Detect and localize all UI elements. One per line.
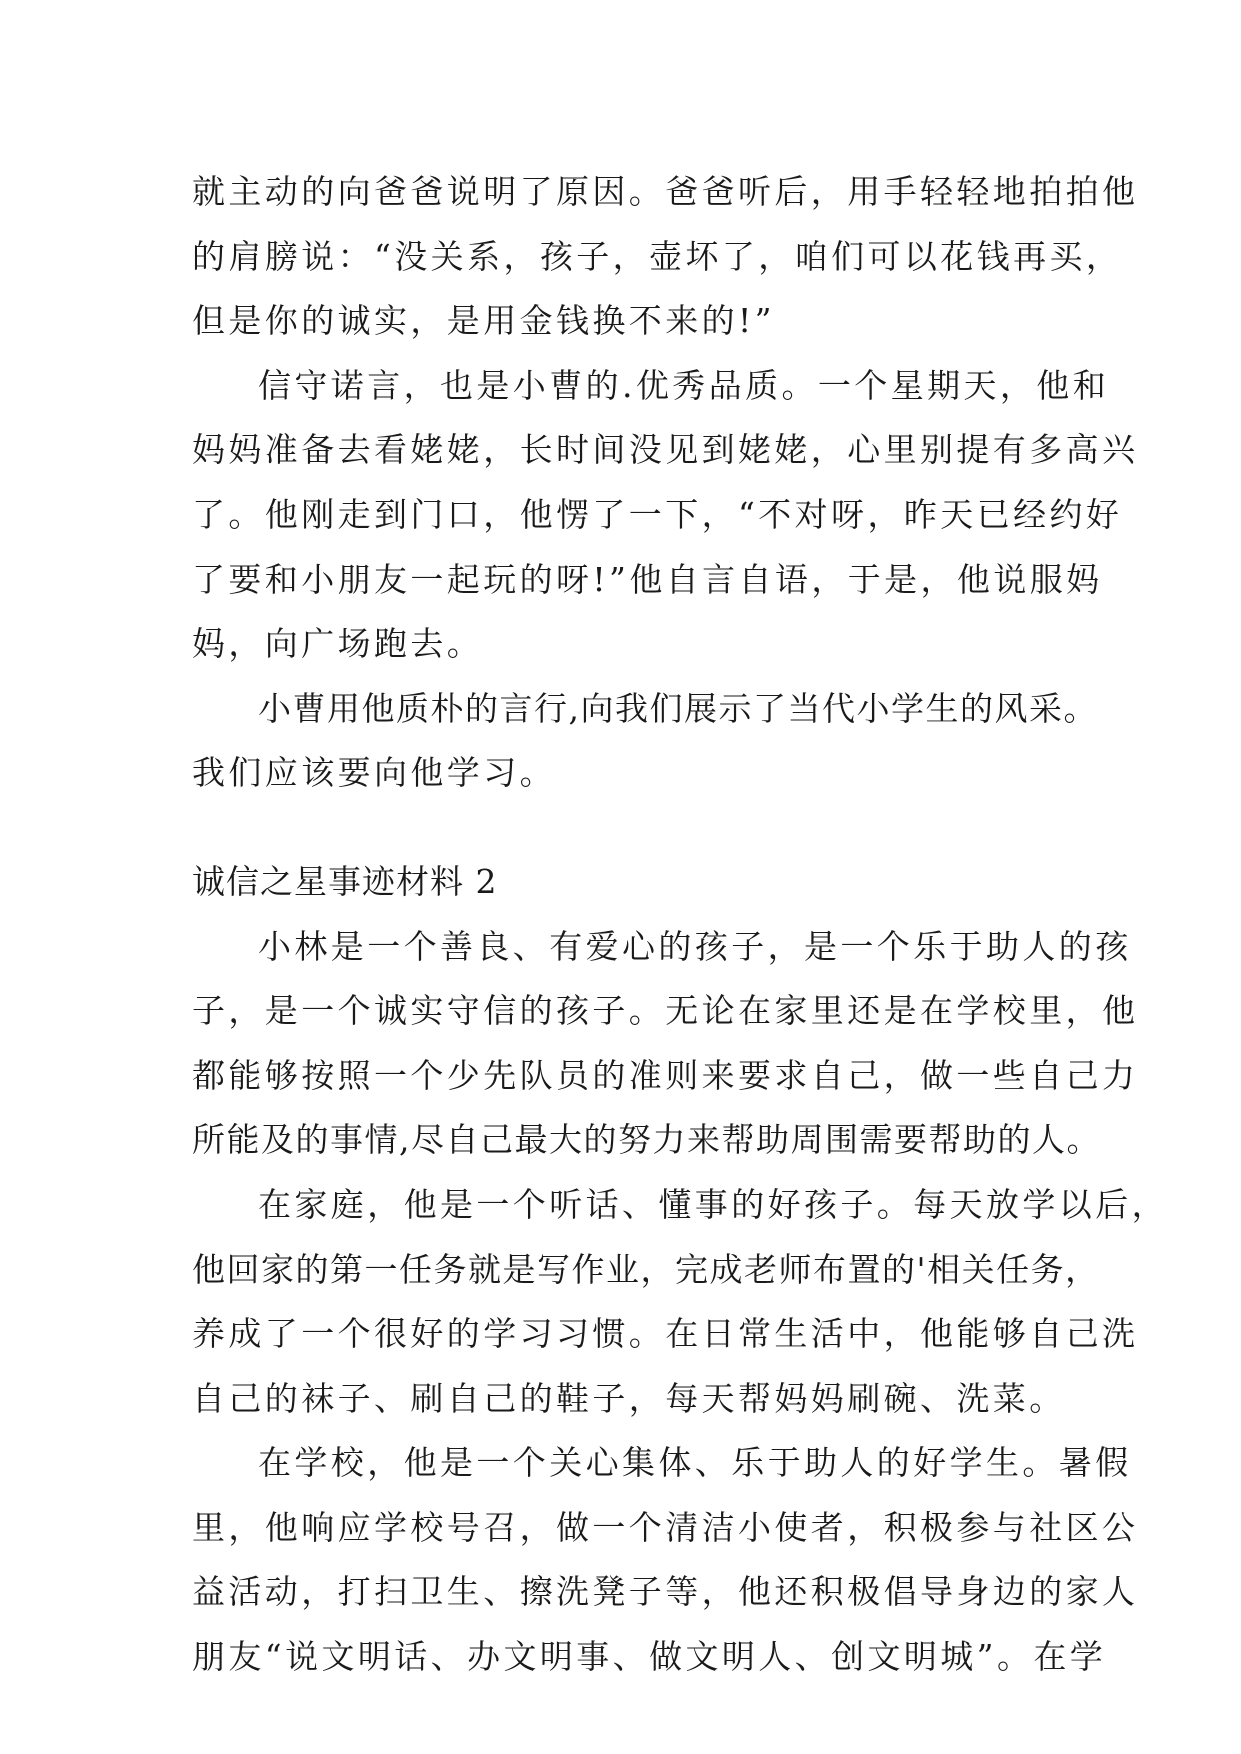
paragraph-line: 益活动，打扫卫生、擦洗凳子等，他还积极倡导身边的家人 — [192, 1572, 1139, 1612]
paragraph-line: 在家庭，他是一个听话、懂事的好孩子。每天放学以后， — [258, 1184, 1168, 1224]
paragraph-line: 他回家的第一任务就是写作业，完成老师布置的'相关任务， — [192, 1249, 1100, 1289]
paragraph-line: 里，他响应学校号召，做一个清洁小使者，积极参与社区公 — [192, 1507, 1139, 1547]
paragraph-line: 养成了一个很好的学习习惯。在日常生活中，他能够自己洗 — [192, 1314, 1139, 1354]
paragraph-line: 信守诺言，也是小曹的.优秀品质。一个星期天，他和 — [258, 365, 1110, 405]
paragraph-line: 妈妈准备去看姥姥，长时间没见到姥姥，心里别提有多高兴 — [192, 430, 1139, 470]
document-body — [192, 160, 1168, 1690]
paragraph-line: 的肩膀说：“没关系，孩子，壶坏了，咱们可以花钱再买， — [192, 236, 1123, 276]
paragraph-line: 我们应该要向他学习。 — [192, 753, 556, 793]
paragraph-line: 子，是一个诚实守信的孩子。无论在家里还是在学校里，他 — [192, 991, 1139, 1031]
paragraph-line: 所能及的事情,尽自己最大的努力来帮助周围需要帮助的人。 — [192, 1120, 1101, 1160]
paragraph-line: 在学校，他是一个关心集体、乐于助人的好学生。暑假 — [258, 1443, 1132, 1483]
section-title: 诚信之星事迹材料 2 — [192, 861, 498, 901]
paragraph-line: 小林是一个善良、有爱心的孩子，是一个乐于助人的孩 — [258, 926, 1132, 966]
paragraph-line: 都能够按照一个少先队员的准则来要求自己，做一些自己力 — [192, 1055, 1139, 1095]
paragraph-line: 小曹用他质朴的言行,向我们展示了当代小学生的风采。 — [258, 688, 1098, 728]
paragraph-line: 自己的袜子、刷自己的鞋子，每天帮妈妈刷碗、洗菜。 — [192, 1378, 1066, 1418]
paragraph-line: 但是你的诚实，是用金钱换不来的!” — [192, 301, 775, 341]
paragraph-line: 朋友“说文明话、办文明事、做文明人、创文明城”。在学 — [192, 1637, 1107, 1677]
section-gap — [192, 806, 1060, 850]
paragraph-line: 妈，向广场跑去。 — [192, 624, 484, 664]
paragraph-line: 了。他刚走到门口，他愣了一下，“不对呀，昨天已经约好 — [192, 494, 1123, 534]
paragraph-line: 就主动的向爸爸说明了原因。爸爸听后，用手轻轻地拍拍他 — [192, 172, 1139, 211]
paragraph-line: 了要和小朋友一起玩的呀!”他自言自语，于是，他说服妈 — [192, 559, 1103, 599]
